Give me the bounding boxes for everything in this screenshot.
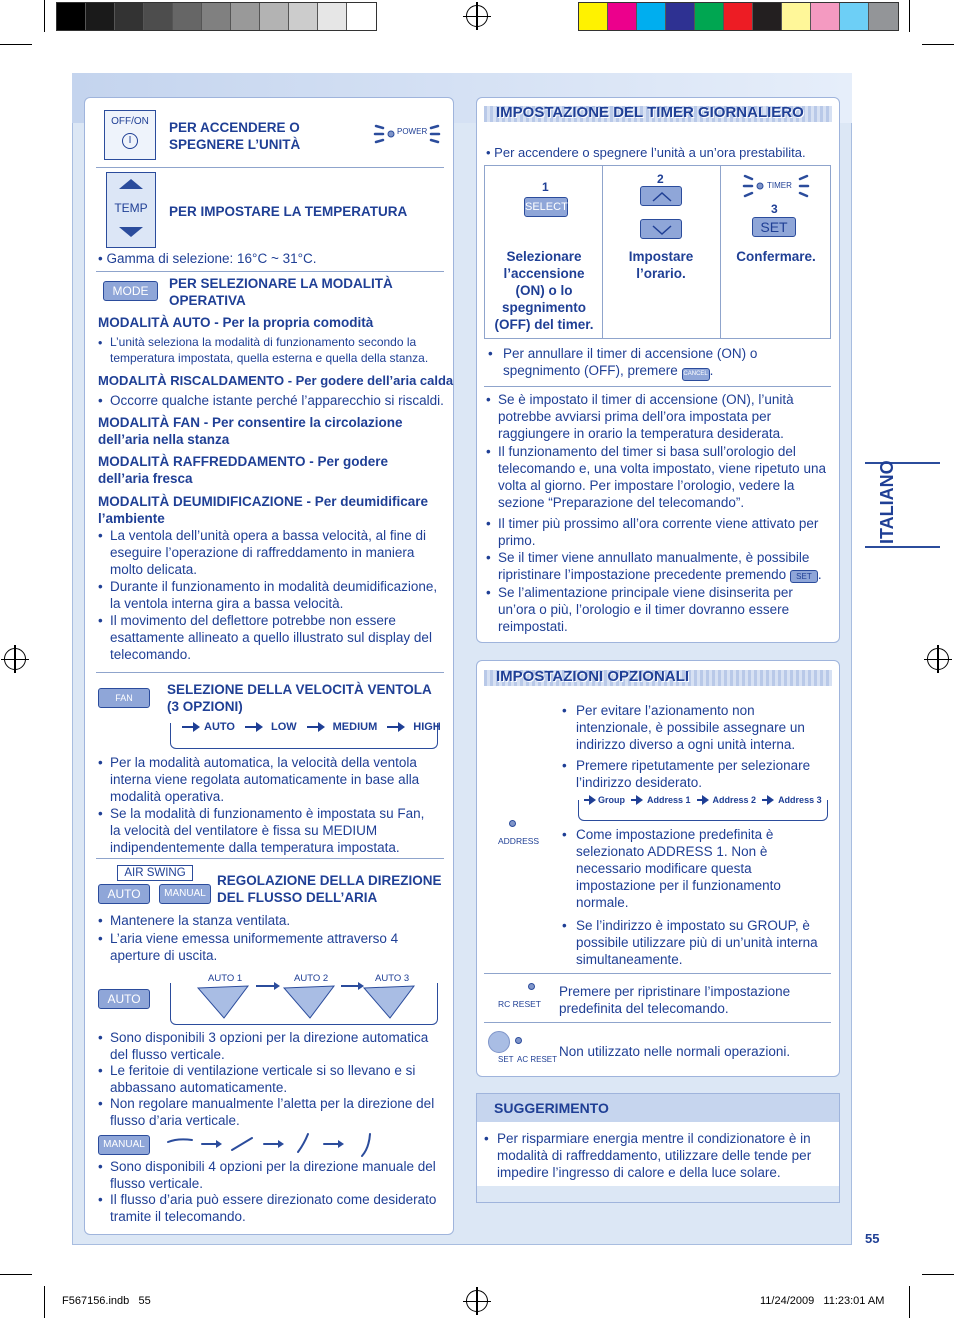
auto-mode-heading: MODALITÀ AUTO - Per la propria comodità — [98, 315, 374, 330]
heat-mode-text: Occorre qualche istante perché l’apparecchio si riscaldi. — [110, 393, 444, 408]
timer-indicator-label: TIMER — [767, 181, 792, 190]
divider — [96, 271, 444, 272]
timer-steps-divider-1 — [602, 165, 603, 339]
cycle-arrow-icon — [307, 726, 323, 728]
fan-bullet-dot-1: • — [98, 755, 103, 770]
step-3-number: 3 — [771, 202, 778, 216]
dry-text-1: La ventola dell’unità opera a bassa velocità, al fine di eseguire l’operazione di raffreddamento in maniera molto delicata. — [110, 528, 426, 577]
auto-mode-text: L’unità seleziona la modalità di funzionamento secondo la temperatura impostata, quella esterna e quella della stanza. — [110, 335, 429, 365]
mode-title: PER SELEZIONARE LA MODALITÀ OPERATIVA — [169, 276, 393, 308]
addr-bullet-dot-1: • — [562, 703, 567, 718]
step-1-text: Selezionare l’accensione (ON) o lo spegnimento (OFF) del timer. — [494, 249, 594, 332]
cancel-button[interactable]: CANCEL — [682, 368, 710, 381]
dry-text-2: Durante il funzionamento in modalità deumidificazione, la ventola interna gira a bassa velocità. — [110, 579, 438, 611]
ac-reset-button[interactable] — [515, 1037, 522, 1044]
power-title: PER ACCENDERE O SPEGNERE L’UNITÀ — [169, 120, 301, 152]
swing-text-5: Non regolare manualmente l’aletta per la direzione del flusso d’aria verticale. — [110, 1096, 435, 1128]
footer-date: 11/24/2009 11:23:01 AM — [760, 1295, 885, 1307]
tip-bullet-dot: • — [484, 1131, 489, 1146]
fan-cycle-high: HIGH — [413, 721, 441, 733]
heat-mode-heading: MODALITÀ RISCALDAMENTO - Per godere dell’aria calda — [98, 373, 454, 388]
registration-mark-right — [927, 648, 949, 670]
options-title: IMPOSTAZIONI OPZIONALI — [496, 668, 690, 685]
fan-cycle — [176, 721, 441, 733]
set-round-button[interactable] — [488, 1031, 510, 1053]
timer-note-4: Se il timer viene annullato manualmente, è possibile ripristinare l’impostazione precedente premendo SET . — [498, 550, 822, 582]
set-label: SET — [498, 1055, 514, 1064]
footer-file: F567156.indb 55 — [62, 1295, 151, 1307]
timer-note-dot-4: • — [486, 550, 491, 565]
cancel-text-body: Per annullare il timer di accensione (ON) o spegnimento (OFF), premere — [503, 346, 758, 378]
addr-bullet-dot-2: • — [562, 758, 567, 773]
timer-note-3: Il timer più prossimo all’ora corrente viene attivato per primo. — [498, 516, 819, 548]
fan-cycle-medium: MEDIUM — [332, 721, 378, 733]
address-cycle-group: Group — [598, 795, 625, 805]
registration-mark-top — [466, 5, 488, 27]
swing-text-4: Le feritoie di ventilazione verticale si so llevano e si abbassano automaticamente. — [110, 1063, 416, 1095]
auto-mode-bullet-dot: • — [98, 336, 103, 350]
address-cycle-2: Address 2 — [712, 795, 757, 805]
temp-range: • Gamma di selezione: 16°C ~ 31°C. — [98, 251, 317, 266]
timer-note-dot-2: • — [486, 444, 491, 459]
swing-text-6: Sono disponibili 4 opzioni per la direzione manuale del flusso verticale. — [110, 1159, 436, 1191]
crop-mark — [0, 1274, 32, 1275]
timer-note-1: Se è impostato il timer di accensione (ON), l’unità potrebbe avviarsi prima dell’ora impostata per raggiungere in orario la temperatura desiderata. — [498, 392, 794, 441]
dry-mode-heading: MODALITÀ DEUMIDIFICAZIONE - Per deumidificare l’ambiente — [98, 494, 429, 526]
swing-bullet-dot-6: • — [98, 1159, 103, 1174]
language-tab — [865, 462, 940, 548]
timer-note-dot-5: • — [486, 585, 491, 600]
address-cycle-1: Address 1 — [647, 795, 691, 805]
step-1-number: 1 — [542, 180, 549, 194]
divider — [484, 1022, 831, 1023]
off-on-button[interactable] — [104, 110, 156, 160]
cycle-arrow-icon — [387, 726, 403, 728]
temp-button[interactable] — [106, 172, 156, 248]
step-2-text: Impostare l’orario. — [628, 249, 694, 281]
time-up-button[interactable] — [640, 186, 682, 206]
timer-note-dot-3: • — [486, 516, 491, 531]
registration-mark-bottom — [466, 1290, 488, 1312]
language-tab-label: ITALIANO — [877, 460, 897, 544]
addr-text-2: Premere ripetutamente per selezionare l’indirizzo desiderato. — [576, 758, 811, 790]
swing-bullet-dot-2: • — [98, 931, 103, 946]
divider — [484, 386, 831, 387]
cycle-arrow-icon — [697, 799, 707, 801]
cycle-arrow-icon — [631, 799, 641, 801]
swing-manual-button[interactable]: MANUAL — [159, 884, 211, 904]
addr-bullet-dot-4: • — [562, 918, 567, 933]
air-swing-label: AIR SWING — [117, 865, 193, 881]
timer-note-dot-1: • — [486, 392, 491, 407]
swing-bullet-dot-7: • — [98, 1192, 103, 1207]
power-icon: I — [122, 133, 138, 149]
timer-steps-divider-2 — [720, 165, 721, 339]
cycle-arrow-icon — [584, 799, 594, 801]
cool-mode-heading: MODALITÀ RAFFREDDAMENTO - Per godere dell’aria fresca — [98, 454, 389, 486]
cancel-text: Per annullare il timer di accensione (ON) o spegnimento (OFF), premere CANCEL . — [503, 345, 823, 381]
step-2-number: 2 — [657, 172, 664, 186]
step-3-text: Confermare. — [736, 249, 816, 264]
divider — [96, 858, 444, 859]
off-on-label: OFF/ON — [111, 116, 149, 127]
swing-title: REGOLAZIONE DELLA DIREZIONE DEL FLUSSO DELL’ARIA — [217, 873, 442, 905]
select-button[interactable]: SELECT — [524, 197, 568, 217]
temp-label: TEMP — [114, 201, 148, 215]
chevron-down-icon — [641, 220, 683, 240]
manual-swing-button[interactable]: MANUAL — [98, 1135, 150, 1155]
fan-cycle-low: LOW — [270, 721, 297, 733]
tip-title: SUGGERIMENTO — [494, 1100, 609, 1116]
swing-text-3: Sono disponibili 3 opzioni per la direzione automatica del flusso verticale. — [110, 1030, 429, 1062]
swing-bullet-dot-4: • — [98, 1063, 103, 1078]
dry-bullet-dot-2: • — [98, 579, 103, 594]
swing-bullet-dot-5: • — [98, 1096, 103, 1111]
crop-mark — [922, 44, 954, 45]
fan-text-1: Per la modalità automatica, la velocità della ventola interna viene regolata automaticamente in base alla modalità operativa. — [110, 755, 420, 804]
address-cycle — [580, 795, 822, 805]
auto-swing-diagram-icon — [176, 978, 438, 1024]
ac-reset-text: Non utilizzato nelle normali operazioni. — [559, 1044, 791, 1059]
page-number: 55 — [865, 1231, 880, 1246]
rc-reset-text: Premere per ripristinare l’impostazione predefinita del telecomando. — [559, 984, 791, 1016]
fan-bullet-dot-2: • — [98, 806, 103, 821]
fan-title: SELEZIONE DELLA VELOCITÀ VENTOLA (3 OPZIONI) — [167, 682, 432, 714]
addr-text-1: Per evitare l’azionamento non intenzionale, è possibile assegnare un indirizzo diverso a ogni unità interna. — [576, 703, 805, 752]
tip-text: Per risparmiare energia mentre il condizionatore è in modalità di raffreddamento, utilizzare delle tende per impedire l’ingresso di calore e della luce solare. — [497, 1131, 812, 1180]
mode-button[interactable]: MODE — [103, 281, 158, 301]
timer-note-2: Il funzionamento del timer si basa sull’orologio del telecomando e, una volta impostato, viene ripetuto una volta al giorno. Per impostare l’orologio, vedere la sezione “Preparazione del telecomando”. — [498, 444, 826, 510]
divider — [96, 672, 444, 673]
auto-swing-button[interactable]: AUTO — [98, 989, 150, 1009]
swing-bullet-dot-3: • — [98, 1030, 103, 1045]
set-small-button[interactable]: SET — [790, 570, 818, 583]
fan-speed-button[interactable]: FAN SPEED — [98, 688, 150, 708]
crop-mark — [44, 1286, 45, 1318]
address-cycle-3: Address 3 — [778, 795, 822, 805]
timer-note-4-body: Se il timer viene annullato manualmente, è possibile ripristinare l’impostazione precedente premendo — [498, 550, 810, 582]
grayscale-bar — [56, 2, 377, 31]
dry-bullet-dot-1: • — [98, 528, 103, 543]
set-button[interactable]: SET — [752, 217, 796, 237]
temp-up-icon — [119, 179, 143, 189]
dry-text-3: Il movimento del deflettore potrebbe non essere esattamente allineato a quello illustrato sul display del telecomando. — [110, 613, 432, 662]
temp-down-icon — [119, 227, 143, 237]
chevron-up-icon — [641, 187, 683, 207]
rc-reset-label: RC RESET — [498, 999, 541, 1009]
addr-text-4: Se l’indirizzo è impostato su GROUP, è possibile utilizzare più di un’unità interna simultaneamente. — [576, 918, 818, 967]
address-button[interactable] — [509, 820, 516, 827]
auto-position-1: AUTO 1 — [208, 973, 243, 984]
cycle-arrow-icon — [762, 799, 772, 801]
swing-text-2: L’aria viene emessa uniformemente attraverso 4 aperture di uscita. — [110, 931, 399, 963]
color-bar — [578, 2, 899, 31]
cycle-arrow-icon — [245, 726, 261, 728]
addr-bullet-dot-3: • — [562, 827, 567, 842]
fan-cycle-auto: AUTO — [204, 721, 235, 733]
crop-mark — [44, 0, 45, 32]
fan-mode-heading: MODALITÀ FAN - Per consentire la circolazione dell’aria nella stanza — [98, 415, 403, 447]
heat-mode-bullet-dot: • — [98, 393, 103, 408]
temp-title: PER IMPOSTARE LA TEMPERATURA — [169, 204, 408, 219]
manual-swing-positions-icon — [166, 1130, 386, 1160]
timer-note-5: Se l’alimentazione principale viene disinserita per un’ora o più, l’orologio e il timer dovranno essere reimpostati. — [498, 585, 793, 634]
swing-text-7: Il flusso d’aria può essere direzionato come desiderato tramite il telecomando. — [110, 1192, 437, 1224]
crop-mark — [909, 1286, 910, 1318]
fan-text-2: Se la modalità di funzionamento è impostata su Fan, la velocità del ventilatore è fissa su MEDIUM indipendentemente dalla temperatura impostata. — [110, 806, 425, 855]
swing-text-1: Mantenere la stanza ventilata. — [110, 913, 291, 928]
cycle-arrow-icon — [182, 726, 198, 728]
crop-mark — [909, 0, 910, 32]
crop-mark — [0, 44, 32, 45]
dry-bullet-dot-3: • — [98, 613, 103, 628]
address-label: ADDRESS — [498, 836, 540, 846]
tip-footer-band — [477, 1186, 839, 1202]
cancel-bullet-dot: • — [488, 346, 493, 361]
divider — [96, 167, 444, 168]
ac-reset-label: AC RESET — [517, 1055, 558, 1064]
time-down-button[interactable] — [640, 219, 682, 239]
crop-mark — [922, 1274, 954, 1275]
registration-mark-left — [4, 648, 26, 670]
swing-auto-button[interactable]: AUTO — [98, 884, 150, 904]
timer-title: IMPOSTAZIONE DEL TIMER GIORNALIERO — [496, 104, 804, 121]
timer-intro: • Per accendere o spegnere l’unità a un’ora prestabilita. — [486, 145, 806, 160]
power-indicator-label: POWER — [397, 127, 428, 136]
auto-position-3: AUTO 3 — [375, 973, 410, 984]
rc-reset-button[interactable] — [528, 983, 535, 990]
swing-bullet-dot-1: • — [98, 913, 103, 928]
auto-position-2: AUTO 2 — [294, 973, 329, 984]
addr-text-3: Come impostazione predefinita è selezionato ADDRESS 1. Non è necessario modificare questa impostazione per il funzionamento normale. — [576, 827, 781, 910]
